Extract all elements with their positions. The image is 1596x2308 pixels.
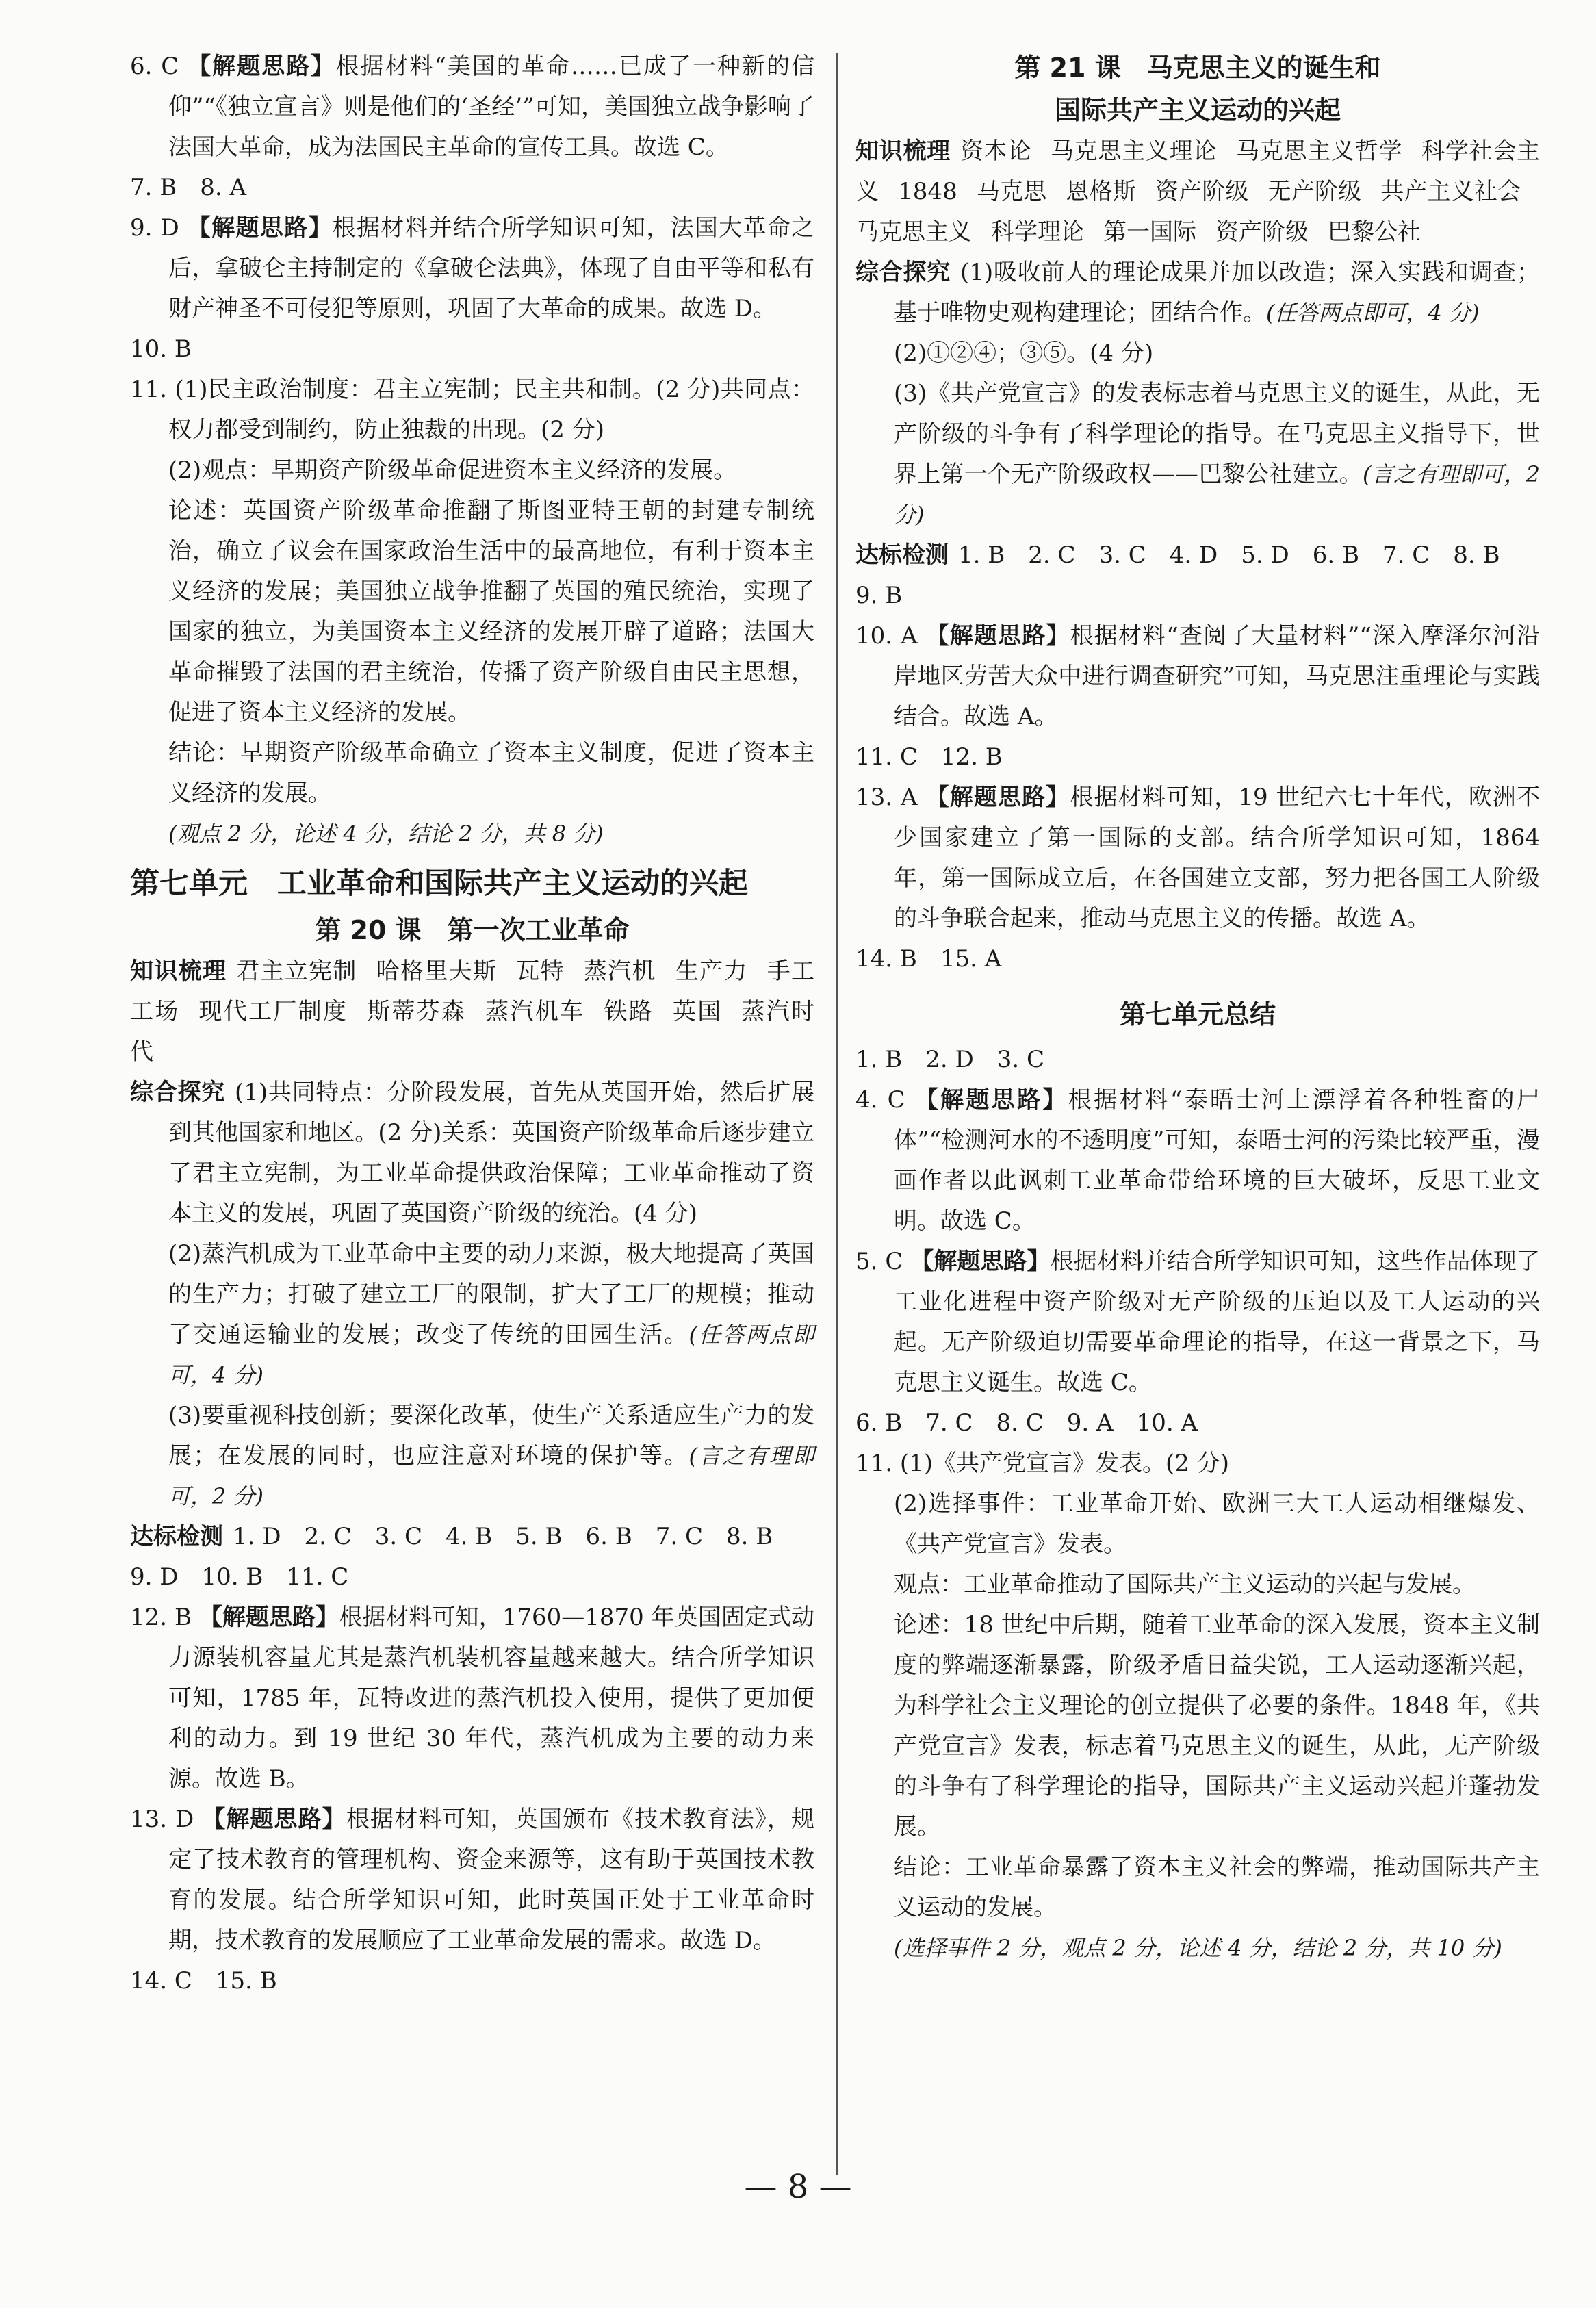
lesson-20-knowledge: 知识梳理 君主立宪制 哈格里夫斯 瓦特 蒸汽机 生产力 手工工场 现代工厂制度 斯蒂芬森 蒸汽机车 铁路 英国 蒸汽时代 — [130, 958, 815, 1066]
page-number: — 8 — — [744, 2168, 852, 2206]
column-divider — [836, 53, 838, 2175]
summary-q11-conclusion: 结论：工业革命暴露了资本主义社会的弊端，推动国际共产主义运动的发展。 — [894, 1854, 1540, 1921]
summary-q11-part1: 11. (1)《共产党宣言》发表。(2 分) — [855, 1450, 1230, 1477]
answer-l21-q9: 9. B — [855, 582, 903, 609]
lesson-21-explore-1: 综合探究 (1)吸收前人的理论成果并加以改造；深入实践和调查；基于唯物史观构建理论；团结合作。(任答两点即可，4 分) — [855, 259, 1540, 326]
lesson-20-explore-3: (3)要重视科技创新；要深化改革，使生产关系适应生产力的发展；在发展的同时，也应注意对环境的保护等。(言之有理即可，2 分) — [168, 1402, 814, 1509]
answer-q7-8: 7. B 8. A — [130, 174, 247, 201]
summary-q11-scoring-note: (选择事件 2 分，观点 2 分，论述 4 分，结论 2 分，共 10 分) — [894, 1935, 1502, 1961]
lesson-21-explore-3: (3)《共产党宣言》的发表标志着马克思主义的诞生，从此，无产阶级的斗争有了科学理论的指导。在马克思主义指导下，世界上第一个无产阶级政权——巴黎公社建立。(言之有理即可，2 分) — [894, 380, 1540, 528]
lesson-21-title-line2: 国际共产主义运动的兴起 — [1054, 95, 1341, 125]
answer-q10: 10. B — [130, 335, 192, 363]
answer-l21-q13: 13. A 【 解题思路 】 根据材料可知，19 世纪六七十年代，欧洲不少国家建立了第一国际的支部。结合所学知识可知，1864 年，第一国际成立后，在各国建立支部，努力把各国工人阶级的斗争联合起来，推动马克思主义的传播。故选 A。 — [855, 778, 1540, 939]
summary-q5: 5. C 【 解题思路 】 根据材料并结合所学知识可知，这些作品体现了工业化进程中资产阶级对无产阶级的压迫以及工人运动的兴起。无产阶级迫切需要革命理论的指导，在这一背景之下，马克思主义诞生。故选 C。 — [855, 1242, 1540, 1403]
lesson-21-knowledge: 知识梳理 资本论 马克思主义理论 马克思主义哲学 科学社会主义 1848 马克思 恩格斯 资产阶级 无产阶级 共产主义社会马克思主义 科学理论 第一国际 资产阶级 巴黎公社 — [855, 138, 1541, 246]
lesson-20-check-answers-2: 9. D 10. B 11. C — [130, 1563, 349, 1591]
summary-q11-viewpoint: 观点：工业革命推动了国际共产主义运动的兴起与发展。 — [894, 1571, 1476, 1598]
lesson-21-title-line1: 第 21 课 马克思主义的诞生和 — [1014, 53, 1381, 83]
summary-q11-argument: 论述：18 世纪中后期，随着工业革命的深入发展，资本主义制度的弊端逐渐暴露，阶级矛盾日益尖锐，工人运动逐渐兴起，为科学社会主义理论的创立提供了必要的条件。1848 年，《共产党宣言》发表，标志着马克思主义的诞生，从此，无产阶级的斗争有了科学理论的指导，国际共产主义运动兴起并蓬勃发展。 — [894, 1611, 1540, 1841]
answer-q11-part1: 11. (1)民主政治制度：君主立宪制；民主共和制。(2 分)共同点：权力都受到制约，防止独裁的出现。(2 分) — [130, 376, 814, 444]
unit-7-title: 第七单元 工业革命和国际共产主义运动的兴起 — [130, 867, 748, 901]
answer-q11-conclusion: 结论：早期资产阶级革命确立了资本主义制度，促进了资本主义经济的发展。 — [168, 739, 814, 807]
answer-l21-q14-15: 14. B 15. A — [855, 945, 1002, 973]
answer-l20-q14-15: 14. C 15. B — [130, 1967, 277, 1995]
answer-q11-viewpoint: (2)观点：早期资产阶级革命促进资本主义经济的发展。 — [168, 457, 737, 484]
left-column — [130, 47, 814, 2001]
lesson-20-check-answers: 达标检测 1. D 2. C 3. C 4. B 5. B 6. B 7. C 8. B — [130, 1523, 773, 1550]
summary-q4: 4. C 【 解题思路 】 根据材料“泰晤士河上漂浮着各种牲畜的尸体”“检测河水的不透明度”可知，泰晤士河的污染比较严重，漫画作者以此讽刺工业革命带给环境的巨大破坏，反思工业文明。故选 C。 — [855, 1080, 1540, 1242]
answer-q6: 6. C 【 解题思路 】 根据材料“美国的革命……已成了一种新的信仰”“《独立宣言》则是他们的‘圣经’”可知，美国独立战争影响了法国大革命，成为法国民主革命的宣传工具。故选 C。 — [130, 47, 814, 168]
knowledge-label: 知识梳理 — [855, 138, 951, 165]
lesson-21-check-answers: 达标检测 1. B 2. C 3. C 4. D 5. D 6. B 7. C 8. B — [855, 541, 1500, 569]
lesson-21-explore-2: (2)①②④；③⑤。(4 分) — [894, 339, 1154, 367]
answer-l20-q13: 13. D 【 解题思路 】 根据材料可知，英国颁布《技术教育法》，规定了技术教育的管理机构、资金来源等，这有助于英国技术教育的发展。结合所学知识可知，此时英国正处于工业革命时期，技术教育的发展顺应了工业革命发展的需求。故选 D。 — [130, 1799, 814, 1961]
unit-7-summary-title: 第七单元总结 — [1119, 999, 1276, 1029]
knowledge-label: 知识梳理 — [130, 958, 227, 985]
summary-q11-events: (2)选择事件：工业革命开始、欧洲三大工人运动相继爆发、《共产党宣言》发表。 — [894, 1490, 1540, 1558]
answer-q11-scoring-note: (观点 2 分，论述 4 分，结论 2 分，共 8 分) — [168, 821, 604, 847]
lesson-20-explore-2: (2)蒸汽机成为工业革命中主要的动力来源，极大地提高了英国的生产力；打破了建立工厂的限制，扩大了工厂的规模；推动了交通运输业的发展；改变了传统的田园生活。(任答两点即可，4 分) — [168, 1240, 814, 1388]
answer-q9: 9. D 【 解题思路 】 根据材料并结合所学知识可知，法国大革命之后，拿破仑主持制定的《拿破仑法典》，体现了自由平等和私有财产神圣不可侵犯等原则，巩固了大革命的成果。故选 D。 — [130, 208, 814, 329]
lesson-20-explore-1: 综合探究 (1)共同特点：分阶段发展，首先从英国开始，然后扩展到其他国家和地区。(2 分)关系：英国资产阶级革命后逐步建立了君主立宪制，为工业革命提供政治保障；工业革命推动了资本主义的发展，巩固了英国资产阶级的统治。(4 分) — [130, 1079, 814, 1227]
answer-l20-q12: 12. B 【 解题思路 】 根据材料可知，1760—1870 年英国固定式动力源装机容量尤其是蒸汽机装机容量越来越大。结合所学知识可知，1785 年，瓦特改进的蒸汽机投入使用，提供了更加便利的动力。到 19 世纪 30 年代，蒸汽机成为主要的动力来源。故选 B。 — [130, 1598, 814, 1799]
summary-q6-10: 6. B 7. C 8. C 9. A 10. A — [855, 1409, 1198, 1437]
answer-q11-argument: 论述：英国资产阶级革命推翻了斯图亚特王朝的封建专制统治，确立了议会在国家政治生活中的最高地位，有利于资本主义经济的发展；美国独立战争推翻了英国的殖民统治，实现了国家的独立，为美国资本主义经济的发展开辟了道路；法国大革命摧毁了法国的君主统治，传播了资产阶级自由民主思想，促进了资本主义经济的发展。 — [168, 497, 814, 726]
right-column — [855, 47, 1540, 1969]
answer-l21-q10: 10. A 【 解题思路 】 根据材料“查阅了大量材料”“深入摩泽尔河沿岸地区劳苦大众中进行调查研究”可知，马克思注重理论与实践结合。故选 A。 — [855, 616, 1540, 737]
summary-q1-3: 1. B 2. D 3. C — [855, 1046, 1045, 1073]
answer-l21-q11-12: 11. C 12. B — [855, 743, 1003, 771]
lesson-20-title: 第 20 课 第一次工业革命 — [315, 915, 630, 945]
